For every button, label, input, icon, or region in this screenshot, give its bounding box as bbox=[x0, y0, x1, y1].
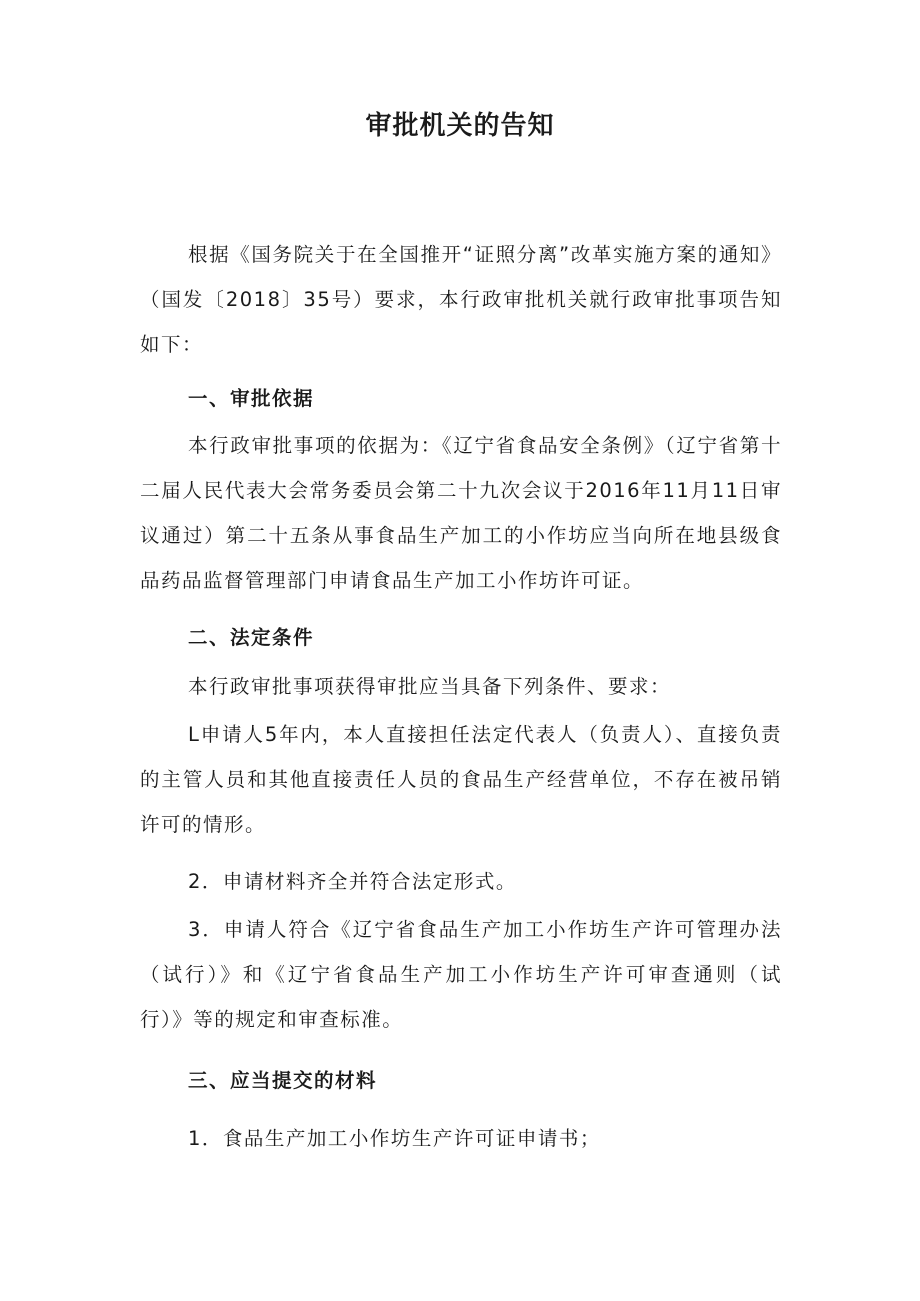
conditions-intro: 本行政审批事项获得审批应当具备下列条件、要求： bbox=[188, 675, 672, 698]
basis-paragraph: 本行政审批事项的依据为：《辽宁省食品安全条例》（辽宁省第十二届人民代表大会常务委员会第二十九次会议于2016年11月11日审议通过）第二十五条从事食品生产加工的小作坊应当向所在地县级食品药品监督管理部门申请食品生产加工小作坊许可证。 bbox=[140, 434, 782, 592]
section-heading-conditions: 二、法定条件 bbox=[188, 626, 315, 649]
material-item-1: 1．食品生产加工小作坊生产许可证申请书； bbox=[188, 1127, 601, 1150]
condition-item-2: 2．申请材料齐全并符合法定形式。 bbox=[188, 870, 517, 893]
section-heading-materials: 三、应当提交的材料 bbox=[188, 1069, 378, 1092]
document-title: 审批机关的告知 bbox=[365, 111, 555, 141]
intro-paragraph: 根据《国务院关于在全国推开“证照分离”改革实施方案的通知》（国发〔2018〕35号）要求，本行政审批机关就行政审批事项告知如下： bbox=[140, 243, 782, 356]
section-heading-basis: 一、审批依据 bbox=[188, 387, 315, 410]
condition-item-3: 3．申请人符合《辽宁省食品生产加工小作坊生产许可管理办法（试行）》和《辽宁省食品生产加工小作坊生产许可审查通则（试行）》等的规定和审查标准。 bbox=[140, 918, 782, 1031]
condition-item-1: L申请人5年内，本人直接担任法定代表人（负责人）、直接负责的主管人员和其他直接责任人员的食品生产经营单位，不存在被吊销许可的情形。 bbox=[140, 723, 782, 836]
